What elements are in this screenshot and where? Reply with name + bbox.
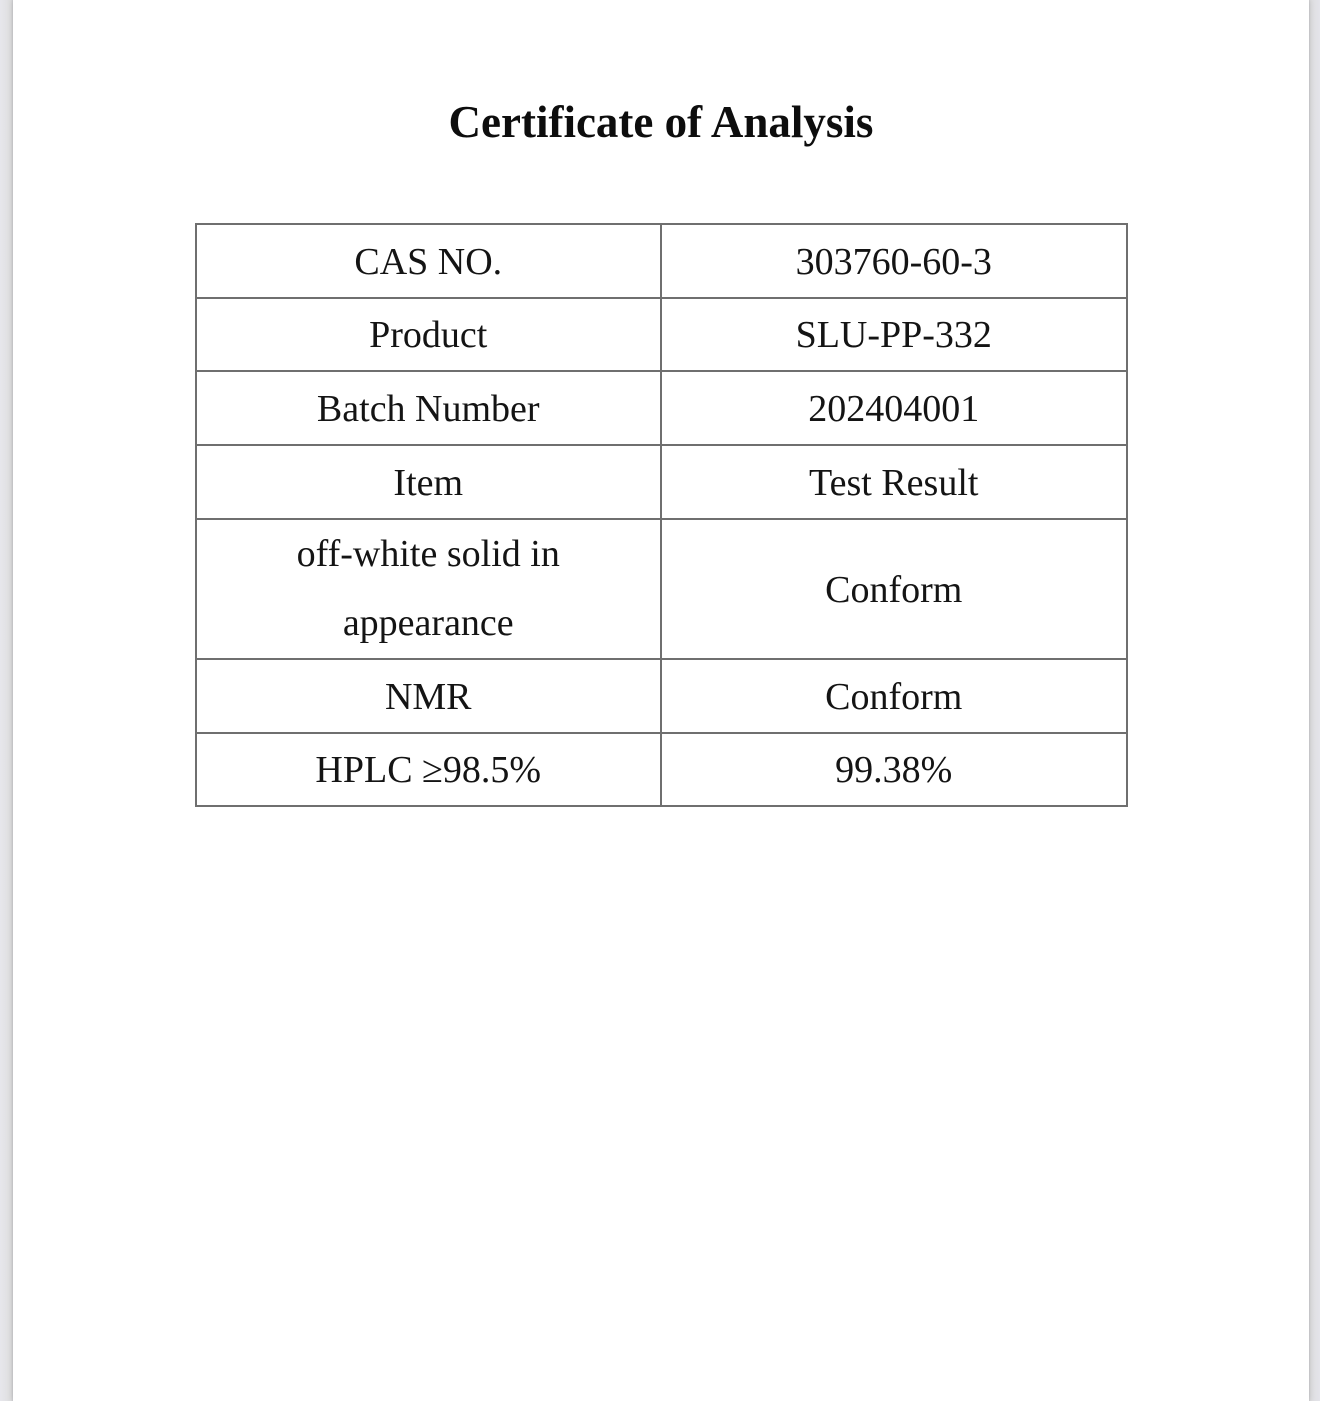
cell-text: Batch Number	[316, 388, 540, 431]
cell-text: off-white solid in appearance	[296, 532, 560, 644]
cell-batch-label	[196, 371, 662, 445]
table-row	[196, 371, 1127, 445]
document-page	[13, 0, 1309, 1401]
table-row	[196, 659, 1127, 733]
cell-text: HPLC ≥98.5%	[315, 749, 542, 792]
right-page-margin	[1309, 0, 1320, 1401]
cell-testresult-header	[661, 445, 1127, 519]
cell-text: 99.38%	[835, 749, 953, 792]
cell-text: Conform	[825, 568, 963, 611]
cell-batch-value	[661, 371, 1127, 445]
cell-product-label	[196, 298, 662, 372]
table-row	[196, 298, 1127, 372]
cell-text: 303760-60-3	[795, 240, 992, 283]
cell-text: Product	[369, 314, 488, 357]
cell-text: Test Result	[809, 461, 979, 504]
cell-nmr-value	[661, 659, 1127, 733]
cell-item-header	[196, 445, 662, 519]
cell-appearance-label	[196, 519, 662, 659]
cell-text: Item	[393, 461, 464, 504]
table-row	[196, 445, 1127, 519]
table-row	[196, 224, 1127, 298]
cell-text: 202404001	[808, 388, 980, 431]
cell-nmr-label	[196, 659, 662, 733]
cell-text: Conform	[825, 675, 963, 718]
certificate-table	[195, 223, 1128, 808]
cell-text: SLU-PP-332	[795, 314, 992, 357]
cell-text: CAS NO.	[354, 240, 503, 283]
cell-cas-label	[196, 224, 662, 298]
cell-text: NMR	[384, 675, 472, 718]
cell-hplc-value	[661, 733, 1127, 807]
table-row	[196, 519, 1127, 659]
left-page-margin	[0, 0, 13, 1401]
page-title: Certificate of Analysis	[448, 97, 874, 147]
cell-hplc-label	[196, 733, 662, 807]
cell-appearance-value	[661, 519, 1127, 659]
table-row	[196, 733, 1127, 807]
cell-product-value	[661, 298, 1127, 372]
cell-cas-value	[661, 224, 1127, 298]
